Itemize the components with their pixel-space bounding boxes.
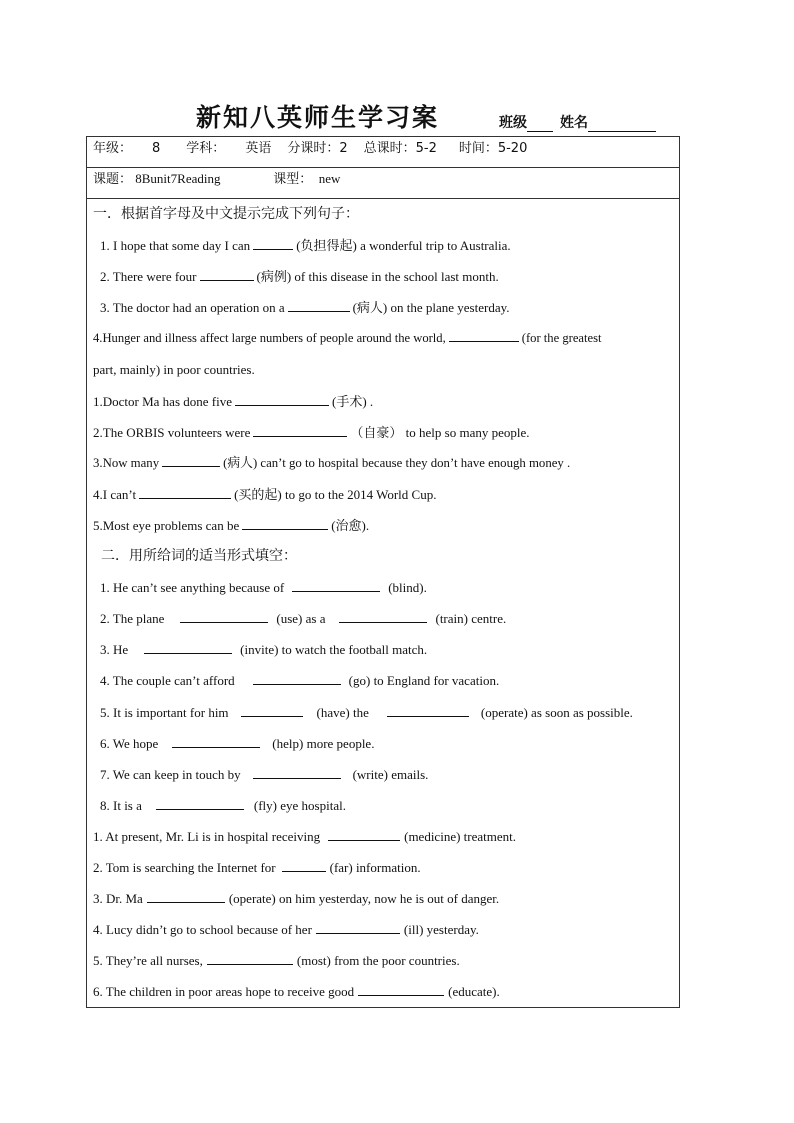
exercise-item: 1.Doctor Ma has done five (手术) . [93,393,374,409]
exercise-item: 1. He can’t see anything because of (blind). [100,580,427,596]
answer-blank[interactable] [172,735,260,748]
answer-blank[interactable] [207,952,293,965]
exercise-item: 3. He (invite) to watch the football match. [100,642,428,658]
document-header [0,96,794,136]
answer-blank[interactable] [282,859,326,872]
date-field: 时间：5-20 [458,141,528,156]
exercise-item: 2. The plane (use) as a (train) centre. [100,611,507,627]
exercise-item: 2. There were four (病例) of this disease in the school last month. [100,269,499,285]
answer-blank[interactable] [156,797,244,810]
answer-blank[interactable] [253,766,341,779]
topic-cell [87,168,680,199]
answer-blank[interactable] [235,393,329,406]
type-label: 课型： [273,172,313,187]
answer-blank[interactable] [253,672,341,685]
total-hours: 总课时：5-2 [363,141,437,156]
answer-blank[interactable] [241,704,303,717]
topic-value: 8Bunit7Reading [135,171,221,186]
exercise-item-continued: part, mainly) in poor countries. [93,362,255,378]
exercise-item: 2. Tom is searching the Internet for (far) information. [93,859,421,875]
answer-blank[interactable] [387,704,469,717]
answer-blank[interactable] [288,299,350,312]
exercise-item: 4.I can’t (买的起) to go to the 2014 World Cup. [93,486,437,502]
answer-blank[interactable] [328,828,400,841]
answer-blank[interactable] [144,641,232,654]
exercise-item: 4. Lucy didn’t go to school because of her (ill) yesterday. [93,922,479,938]
subject-value: 英语 [245,141,272,156]
exercise-item: 1. At present, Mr. Li is in hospital receiving (medicine) treatment. [93,828,516,844]
topic-row [87,168,680,199]
exercise-item: 2.The ORBIS volunteers were （自豪） to help so many people. [93,424,530,440]
section2-heading: 二．用所给词的适当形式填空： [101,548,297,565]
page-title: 新知八英师生学习案 [196,103,440,132]
answer-blank[interactable] [147,890,225,903]
answer-blank[interactable] [162,454,220,467]
exercise-item: 4. The couple can’t afford (go) to England for vacation. [100,673,500,689]
name-blank[interactable] [588,117,656,132]
answer-blank[interactable] [139,486,231,499]
name-label: 姓名 [560,116,588,131]
class-label: 班级 [499,116,527,131]
answer-blank[interactable] [253,424,347,437]
answer-blank[interactable] [242,517,328,530]
topic-label: 课题： [93,172,133,187]
answer-blank[interactable] [200,268,254,281]
grade-value: 8 [152,141,161,156]
exercise-item: 5. They’re all nurses, (most) from the poor countries. [93,953,460,969]
exercise-item: 3. Dr. Ma (operate) on him yesterday, now he is out of danger. [93,891,500,907]
exercise-item: 8. It is a (fly) eye hospital. [100,797,346,813]
section1-heading: 一．根据首字母及中文提示完成下列句子： [93,206,359,222]
exercise-item: 1. I hope that some day I can (负担得起) a wonderful trip to Australia. [100,238,511,254]
answer-blank[interactable] [292,579,380,592]
answer-blank[interactable] [449,329,519,342]
answer-blank[interactable] [358,983,444,996]
grade-label: 年级： [93,141,133,156]
class-blank[interactable] [527,117,553,132]
answer-blank[interactable] [316,921,400,934]
content-cell [87,199,680,1008]
exercise-item: 3. The doctor had an operation on a (病人) on the plane yesterday. [100,300,510,316]
worksheet-table [86,136,680,1008]
exercise-item: 6. The children in poor areas hope to receive good (educate). [93,984,500,1000]
info-cell [87,137,680,168]
subject-label: 学科： [186,141,226,156]
answer-blank[interactable] [180,610,268,623]
content-row [87,199,680,1008]
exercise-item: 6. We hope (help) more people. [100,735,375,751]
exercise-item: 5. It is important for him (have) the (operate) as soon as possible. [100,704,633,720]
exercise-item: 7. We can keep in touch by (write) emails. [100,766,429,782]
exercise-item: 5.Most eye problems can be (治愈). [93,517,370,533]
info-row [87,137,680,168]
answer-blank[interactable] [253,237,293,250]
exercise-item: 3.Now many (病人) can’t go to hospital because they don’t have enough money . [93,455,571,470]
exercise-item: 4.Hunger and illness affect large numbers of people around the world, (for the greatest [93,331,602,346]
type-value: new [318,171,341,186]
answer-blank[interactable] [339,610,427,623]
lesson-hours: 分课时：2 [287,141,348,156]
class-name-line [499,112,656,132]
